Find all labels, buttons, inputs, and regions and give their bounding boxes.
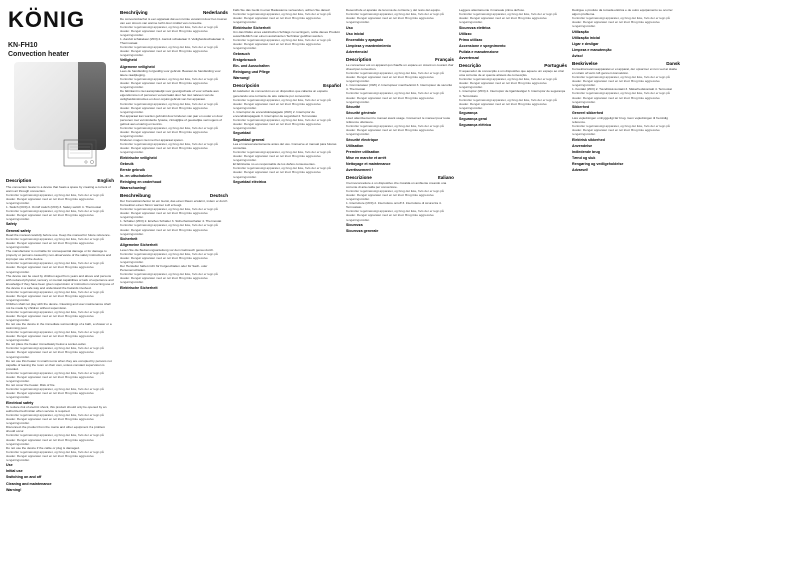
subheading: Gebruik — [120, 161, 134, 166]
paragraph: 1. Kontakt (I/0/II) 2. Tænd/sluk-kontakt 3. Sikkerhedskontakt 4. Termostat — [572, 87, 672, 92]
paragraph: Kontroller regelmæssigt apparatet, og brug det ikke, hvis der er tegn på skader. Rengør apparatet med en tør klud. Brug ikke aggressive rengøringsmidler. — [572, 16, 670, 29]
paragraph: Kontroller regelmæssigt apparatet, og brug det ikke, hvis der er tegn på skader. Rengør apparatet med en tør klud. Brug ikke aggressive rengøringsmidler. — [6, 192, 104, 205]
subheading: Erstgebrauch — [233, 58, 257, 63]
subheading: Accensione e spegnimento — [459, 43, 506, 48]
section-title: Descripción — [233, 82, 260, 88]
paragraph: Kontroller regelmæssigt apparatet, og brug det ikke, hvis der er tegn på skader. Rengør apparatet med en tør klud. Brug ikke aggressive rengøringsmidler. — [346, 91, 444, 104]
paragraph: The device can be used by children aged from years and above and persons with reduced physical, sensory or mental capabilities or lack of experience and knowledge if they have been given supervision or instruction concerning use of the device in a safe way and understand the hazards involved. — [6, 273, 114, 290]
section-header — [346, 175, 454, 181]
section-title: Description — [6, 178, 32, 183]
section-header — [6, 178, 114, 184]
subheading: Utilização inicial — [572, 35, 600, 40]
diagram-grille — [68, 144, 92, 158]
paragraph: Kontroller regelmæssigt apparatet, og brug det ikke, hvis der er tegn på skader. Rengør apparatet med en tør klud. Brug ikke aggressive rengøringsmidler. — [120, 272, 218, 285]
section-language: Português — [544, 62, 567, 68]
paragraph: Der Hersteller haftet nicht für Folgeschäden oder für Sach- oder Personenschäden. — [120, 264, 208, 273]
subheading: Sicurezza — [346, 223, 363, 228]
paragraph: Kontroller regelmæssigt apparatet, og brug det ikke, hvis der er tegn på skader. Rengør apparatet med en tør klud. Brug ikke aggressive rengøringsmidler. — [120, 223, 218, 236]
paragraph: Kontroller regelmæssigt apparatet, og brug det ikke, hvis der er tegn på skader. Rengør apparatet med en tør klud. Brug ikke aggressive rengøringsmidler. — [6, 413, 104, 426]
paragraph: Lees de handleiding zorgvuldig voor gebruik. Bewaar de handleiding voor latere raadpleging. — [120, 69, 221, 78]
paragraph: Het apparaat kan worden gebruikt door kinderen van jaar en ouder en door personen met verminderde fysieke, zintuiglijke of geestelijke vermogens of gebrek aan ervaring en kennis. — [120, 113, 223, 126]
paragraph: Do not cover the heater. Risk of fire. — [6, 382, 56, 387]
subheading: Sicherheit — [120, 237, 138, 242]
section-language: Italiano — [437, 174, 454, 180]
column-4 — [346, 8, 454, 561]
paragraph: 1. Aan/uit schakelaar (I/0/II) 2. Aan/uit schakelaar 3. Veiligheidsschakelaar 4. Thermostaat — [120, 36, 225, 45]
paragraph: Kinderen mogen niet met het apparaat spelen. — [120, 137, 184, 142]
paragraph: Kontroller regelmæssigt apparatet, og brug det ikke, hvis der er tegn på skader. Rengør apparatet med en tør klud. Brug ikke aggressive rengøringsmidler. — [233, 38, 331, 51]
paragraph: Kontroller regelmæssigt apparatet, og brug det ikke, hvis der er tegn på skader. Rengør apparatet med en tør klud. Brug ikke aggressive rengøringsmidler. — [6, 237, 104, 250]
paragraph: Children shall not play with the device. Cleaning and user maintenance shall not be made by children without supervision. — [6, 301, 111, 310]
subheading: Waarschuwing! — [120, 186, 147, 191]
subheading: Rengøring og vedligeholdelse — [572, 161, 624, 166]
paragraph: Kontroller regelmæssigt apparatet, og brug det ikke, hvis der er tegn på skader. Rengør apparatet med en tør klud. Brug ikke aggressive rengøringsmidler. — [6, 310, 104, 323]
subheading: Algemene veiligheid — [120, 64, 155, 69]
paragraph: 1. Interruptor de encendido/apagado (I/0/II) 2. Interruptor de encendido/apagado 3. Interruptor de seguridad 4. Termostato — [233, 109, 318, 118]
paragraph: Do not use the device in the immediate surroundings of a bath, a shower or a swimming pool. — [6, 322, 112, 331]
paragraph: Kontroller regelmæssigt apparatet, og brug det ikke, hvis der er tegn på skader. Rengør apparatet med en tør klud. Brug ikke aggressive rengøringsmidler. — [346, 12, 444, 25]
paragraph: El fabricante no es responsable de los daños consecuentes. — [233, 162, 316, 167]
paragraph: Il termoconvettore è un dispositivo che riscalda un ambiente creando una corrente di aria calda per convezione. — [346, 181, 447, 190]
section-title: Descrizione — [346, 174, 372, 180]
paragraph: Do not use the device if the cable or plug is damaged. — [6, 445, 80, 450]
paragraph: Kontroller regelmæssigt apparatet, og brug det ikke, hvis der er tegn på skader. Rengør apparatet med en tør klud. Brug ikke aggressive rengøringsmidler. — [233, 97, 331, 110]
column-5 — [459, 8, 567, 561]
subheading: Segurança geral — [459, 117, 487, 122]
subheading: Generel sikkerhed — [572, 111, 604, 116]
column-2 — [120, 8, 228, 561]
paragraph: Kontroller regelmæssigt apparatet, og brug det ikke, hvis der er tegn på skader. Rengør apparatet med en tør klud. Brug ikke aggressive rengøringsmidler. — [572, 123, 670, 136]
subheading: Ein- und Ausschalten — [233, 64, 270, 69]
subheading: Aviso! — [572, 54, 583, 59]
paragraph: Kontroller regelmæssigt apparatet, og brug det ikke, hvis der er tegn på skader. Rengør apparatet med en tør klud. Brug ikke aggressive rengøringsmidler. — [120, 44, 218, 57]
paragraph: Kontroller regelmæssigt apparatet, og brug det ikke, hvis der er tegn på skader. Rengør apparatet med en tør klud. Brug ikke aggressive rengøringsmidler. — [346, 123, 444, 136]
subheading: Veiligheid — [120, 58, 137, 63]
subheading: Ligar e desligar — [572, 41, 599, 46]
subheading: Sicurezza generale — [346, 229, 379, 234]
paragraph: Kontroller regelmæssigt apparatet, og brug det ikke, hvis der er tegn på skader. Rengør apparatet med en tør klud. Brug ikke aggressive rengøringsmidler. — [6, 208, 104, 221]
subheading: Elektrische Sicherheit — [233, 25, 271, 30]
product-name: Convection heater — [8, 51, 70, 58]
subheading: Use — [6, 463, 13, 468]
subheading: Advarsel! — [572, 168, 589, 173]
paragraph: El calefactor de convección es un dispositivo que calienta un espacio generando una corriente de aire caliente por convección. — [233, 89, 328, 98]
section-language: Dansk — [666, 60, 680, 66]
section-header — [572, 61, 680, 67]
paragraph: Um das Risiko eines elektrischen Schlags zu verringern, sollte dieses Produkt ausschließlich von einem autorisierten Techniker geöffnet werden. — [233, 30, 340, 39]
paragraph: Kontroller regelmæssigt apparatet, og brug det ikke, hvis der er tegn på skader. Rengør apparatet med en tør klud. Brug ikke aggressive rengøringsmidler. — [120, 77, 218, 90]
paragraph: Desligue o produto da tomada elétrica e de outro equipamento se ocorrer algum problema. — [572, 8, 673, 17]
paragraph: Falls Sie das Gerät in einer Badewanne verwenden, achten Sie darauf. — [233, 8, 331, 12]
paragraph: Lisez attentivement le manuel avant usage. Conservez le manuel pour toute référence ultérieure. — [346, 115, 451, 124]
paragraph: Leggere attentamente il manuale prima dell'uso. — [459, 8, 525, 12]
paragraph: Kontroller regelmæssigt apparatet, og brug det ikke, hvis der er tegn på skader. Rengør apparatet med en tør klud. Brug ikke aggressive rengøringsmidler. — [459, 12, 557, 25]
paragraph: Kontroller regelmæssigt apparatet, og brug det ikke, hvis der er tegn på skader. Rengør apparatet med en tør klud. Brug ikke aggressive rengøringsmidler. — [233, 150, 331, 163]
section-language: Nederlands — [202, 10, 228, 15]
subheading: Cleaning and maintenance — [6, 481, 52, 486]
subheading: Electrical safety — [6, 400, 34, 405]
paragraph: De convectorkachel is een apparaat dat een ruimte verwarmt door het creëren van een stroom van warme lucht door middel van convectie. — [120, 16, 228, 25]
subheading: Anvendelse — [572, 143, 593, 148]
section-language: Français — [435, 56, 454, 62]
paragraph: Kontroller regelmæssigt apparatet, og brug det ikke, hvis der er tegn på skader. Rengør apparatet med en tør klud. Brug ikke aggressive rengøringsmidler. — [120, 125, 218, 138]
subheading: Gebrauch — [233, 52, 250, 57]
subheading: Reiniging en onderhoud — [120, 180, 162, 185]
product-diagram — [58, 134, 102, 172]
paragraph: Kontroller regelmæssigt apparatet, og brug det ikke, hvis der er tegn på skader. Rengør apparatet med en tør klud. Brug ikke aggressive rengøringsmidler. — [346, 189, 444, 202]
subheading: Première utilisation — [346, 149, 380, 154]
section-language: Español — [323, 82, 341, 88]
subheading: Elektrisk sikkerhed — [572, 137, 605, 142]
subheading: Indledende brug — [572, 149, 600, 154]
subheading: Warning! — [6, 487, 22, 492]
paragraph: The manufacturer is not liable for consequential damage or for damage to property or persons caused by non-observance of the safety instructions and improper use of the device. — [6, 249, 112, 262]
subheading: Segurança — [459, 111, 478, 116]
subheading: Safety — [6, 222, 17, 227]
paragraph: Kontroller regelmæssigt apparatet, og brug det ikke, hvis der er tegn på skader. Rengør apparatet med en tør klud. Brug ikke aggressive rengøringsmidler. — [6, 386, 104, 399]
subheading: Sécurité électrique — [346, 137, 379, 142]
column-6 — [572, 8, 680, 561]
paragraph: Kontroller regelmæssigt apparatet, og brug det ikke, hvis der er tegn på skader. Rengør apparatet med en tør klud. Brug ikke aggressive rengøringsmidler. — [6, 370, 104, 383]
subheading: Seguridad eléctrica — [233, 180, 267, 185]
section-language: Deutsch — [209, 192, 228, 198]
subheading: Mise en marche et arrêt — [346, 155, 387, 160]
paragraph: Kontroller regelmæssigt apparatet, og brug det ikke, hvis der er tegn på skader. Rengør apparatet med en tør klud. Brug ikke aggressive rengøringsmidler. — [120, 207, 218, 220]
column-7 — [685, 8, 795, 561]
subheading: Allgemeine Sicherheit — [120, 243, 158, 248]
subheading: Warnung! — [233, 76, 250, 81]
subheading: Primo utilizzo — [459, 37, 483, 42]
paragraph: Kontroller regelmæssigt apparatet, og brug det ikke, hvis der er tegn på skader. Rengør apparatet med en tør klud. Brug ikke aggressive rengøringsmidler. — [120, 101, 218, 114]
paragraph: O aquecedor de convecção é um dispositivo que aquece um espaço ao criar uma corrente de ar quente através da convecção. — [459, 69, 565, 78]
subheading: Elektrische veiligheid — [120, 155, 157, 160]
subheading: Switching on and off — [6, 475, 42, 480]
subheading: Nettoyage et maintenance — [346, 161, 391, 166]
paragraph: Kontroller regelmæssigt apparatet, og brug det ikke, hvis der er tegn på skader. Rengør apparatet med en tør klud. Brug ikke aggressive rengøringsmidler. — [233, 117, 331, 130]
paragraph: To reduce risk of electric shock, this product should only be opened by an authorized technician when service is required. — [6, 405, 107, 414]
subheading: Uso inicial — [346, 31, 364, 36]
subheading: Initial use — [6, 469, 23, 474]
paragraph: The convection heater is a device that heats a space by creating a current of warm air through convection. — [6, 184, 111, 193]
paragraph: Do not place the heater immediately below a socket-outlet. — [6, 342, 87, 347]
subheading: Tænd og sluk — [572, 155, 596, 160]
paragraph: Kontroller regelmæssigt apparatet, og brug det ikke, hvis der er tegn på skader. Rengør apparatet med en tør klud. Brug ikke aggressive rengøringsmidler. — [6, 433, 104, 446]
section-title: Beschrijving — [120, 10, 148, 15]
paragraph: Kontroller regelmæssigt apparatet, og brug det ikke, hvis der er tegn på skader. Rengør apparatet med en tør klud. Brug ikke aggressive rengøringsmidler. — [346, 71, 444, 84]
subheading: Sicurezza elettrica — [459, 25, 491, 30]
subheading: Avertissement ! — [346, 168, 373, 173]
subheading: Uso — [346, 25, 353, 30]
paragraph: Read the manual carefully before use. Keep the manual for future reference. — [6, 233, 111, 238]
paragraph: Do not use this heater in small rooms when they are occupied by persons not capable of leaving the room on their own, unless constant supervision is provided. — [6, 358, 112, 371]
subheading: Seguridad general — [233, 137, 265, 142]
subheading: Segurança elétrica — [459, 123, 491, 128]
paragraph: Lea el manual atentamente antes del uso. Conserve el manual para futuras consultas. — [233, 142, 337, 151]
paragraph: Kontroller regelmæssigt apparatet, og brug det ikke, hvis der er tegn på skader. Rengør apparatet med en tør klud. Brug ikke aggressive rengøringsmidler. — [120, 24, 218, 37]
paragraph: 1. Schalter (I/0/II) 2. Ein/Aus Schalter 3. Sicherheitsschalter 4. Thermostat — [120, 219, 222, 224]
paragraph: Kontroller regelmæssigt apparatet, og brug det ikke, hvis der er tegn på skader. Rengør apparatet med en tør klud. Brug ikke aggressive rengøringsmidler. — [459, 97, 557, 110]
subheading: In- en uitschakelen — [120, 173, 153, 178]
section-title: Beskrivelse — [572, 60, 598, 66]
section-header — [233, 83, 341, 89]
subheading: Sécurité — [346, 105, 361, 110]
paragraph: Kontroller regelmæssigt apparatet, og brug det ikke, hvis der er tegn på skader. Rengør apparatet med en tør klud. Brug ikke aggressive rengøringsmidler. — [120, 251, 218, 264]
brand-logo: KÖNIG — [8, 7, 86, 32]
section-title: Description — [346, 56, 372, 62]
paragraph: Disconnect the product from the mains and other equipment if a problem should occur. — [6, 425, 106, 434]
subheading: Advertencia! — [346, 50, 368, 55]
paragraph: Kontroller regelmæssigt apparatet, og brug det ikke, hvis der er tegn på skader. Rengør apparatet med en tør klud. Brug ikke aggressive rengøringsmidler. — [572, 91, 670, 104]
paragraph: Kontroller regelmæssigt apparatet, og brug det ikke, hvis der er tegn på skader. Rengør apparatet med en tør klud. Brug ikke aggressive rengøringsmidler. — [6, 449, 104, 462]
paragraph: 1. Interruptor (I/0/II) 2. Interruptor de ligar/desligar 3. Interruptor de segurança 4. Termóstato — [459, 89, 566, 98]
paragraph: Kontroller regelmæssigt apparatet, og brug det ikke, hvis der er tegn på skader. Rengør apparatet med en tør klud. Brug ikke aggressive rengøringsmidler. — [6, 330, 104, 343]
subheading: Elektrische Sicherheit — [120, 285, 158, 290]
diagram-switch — [85, 161, 87, 163]
paragraph: Kontroller regelmæssigt apparatet, og brug det ikke, hvis der er tegn på skader. Rengør apparatet med en tør klud. Brug ikke aggressive rengøringsmidler. — [459, 77, 557, 90]
subheading: General safety — [6, 228, 31, 233]
section-title: Beschreibung — [120, 192, 151, 198]
subheading: Sikkerhed — [572, 105, 590, 110]
column-1 — [6, 176, 114, 560]
paragraph: Kontroller regelmæssigt apparatet, og brug det ikke, hvis der er tegn på skader. Rengør apparatet med en tør klud. Brug ikke aggressive rengøringsmidler. — [6, 261, 104, 274]
section-header — [459, 63, 567, 69]
paragraph: Kontroller regelmæssigt apparatet, og brug det ikke, hvis der er tegn på skader. Rengør apparatet med en tør klud. Brug ikke aggressive rengøringsmidler. — [6, 346, 104, 359]
subheading: Sécurité générale — [346, 111, 376, 116]
paragraph: Kontroller regelmæssigt apparatet, og brug det ikke, hvis der er tegn på skader. Rengør apparatet med en tør klud. Brug ikke aggressive rengøringsmidler. — [120, 142, 218, 155]
subheading: Avvertenza! — [459, 56, 480, 61]
paragraph: Lesen Sie die Bedienungsanleitung vor dem Gebrauch genau durch. — [120, 247, 214, 252]
section-language: English — [97, 178, 114, 183]
subheading: Seguridad — [233, 131, 251, 136]
paragraph: Kontroller regelmæssigt apparatet, og brug det ikke, hvis der er tegn på skader. Rengør apparatet med en tør klud. Brug ikke aggressive rengøringsmidler. — [572, 75, 670, 88]
paragraph: Kontroller regelmæssigt apparatet, og brug det ikke, hvis der er tegn på skader. Rengør apparatet med en tør klud. Brug ikke aggressive rengøringsmidler. — [6, 289, 104, 302]
section-header — [346, 57, 454, 63]
column-3 — [233, 8, 341, 561]
paragraph: De fabrikant is niet aansprakelijk voor gevolgschade of voor schade aan eigendommen of personen veroorzaakt door het niet naleven van de veiligheidsinstructies en door onjuist gebruik van het apparaat. — [120, 89, 219, 102]
subheading: Encendido y apagado — [346, 37, 384, 42]
model-number: KN-FH10 — [8, 42, 38, 49]
paragraph: Konvektionsvarmeapparatet er et apparat, der opvarmer et rum ved at skabe en strøm af varm luft gennem konvektion. — [572, 67, 678, 76]
paragraph: Kontroller regelmæssigt apparatet, og brug det ikke, hvis der er tegn på skader. Rengør apparatet med en tør klud. Brug ikke aggressive rengøringsmidler. — [233, 166, 331, 179]
paragraph: 1. Interruttore (I/0/II) 2. Interruttore on/off 3. Interruttore di sicurezza 4. Termostato — [346, 201, 442, 210]
paragraph: Kontroller regelmæssigt apparatet, og brug det ikke, hvis der er tegn på skader. Rengør apparatet med en tør klud. Brug ikke aggressive rengøringsmidler. — [233, 12, 331, 25]
paragraph: Læs vejledningen omhyggeligt før brug. Gem vejledningen til fremtidig reference. — [572, 115, 668, 124]
paragraph: 1. Commutateur (I/0/II) 2. Interrupteur marche/arrêt 3. Interrupteur de sécurité 4. Thermostat — [346, 83, 453, 92]
subheading: Utilização — [572, 29, 589, 34]
subheading: Limpieza y mantenimiento — [346, 43, 391, 48]
subheading: Limpeza e manutenção — [572, 48, 612, 53]
subheading: Pulizia e manutenzione — [459, 50, 499, 55]
paragraph: 1. Switch (I/0/II) 2. On/off switch (I/0/II) 3. Safety switch 4. Thermostat — [6, 204, 101, 209]
subheading: Utilizzo — [459, 31, 472, 36]
diagram-knob — [90, 160, 93, 163]
subheading: Reinigung und Pflege — [233, 70, 270, 75]
section-title: Descrição — [459, 62, 481, 68]
section-header — [120, 193, 228, 199]
paragraph: Der Konvektionsheizer ist ein Gerät, das einen Raum erwärmt, indem er durch Konvektion einen Strom warmer Luft erzeugt. — [120, 199, 228, 208]
subheading: Eerste gebruik — [120, 167, 145, 172]
paragraph: Le convecteur est un appareil qui chauffe un espace en créant un courant d'air chaud par convection. — [346, 63, 454, 72]
paragraph: Desenchufe el aparato de la toma de corriente y del resto del equipo. — [346, 8, 441, 12]
section-header — [120, 10, 228, 16]
paragraph: Kontroller regelmæssigt apparatet, og brug det ikke, hvis der er tegn på skader. Rengør apparatet med en tør klud. Brug ikke aggressive rengøringsmidler. — [346, 209, 444, 222]
subheading: Utilisation — [346, 143, 364, 148]
